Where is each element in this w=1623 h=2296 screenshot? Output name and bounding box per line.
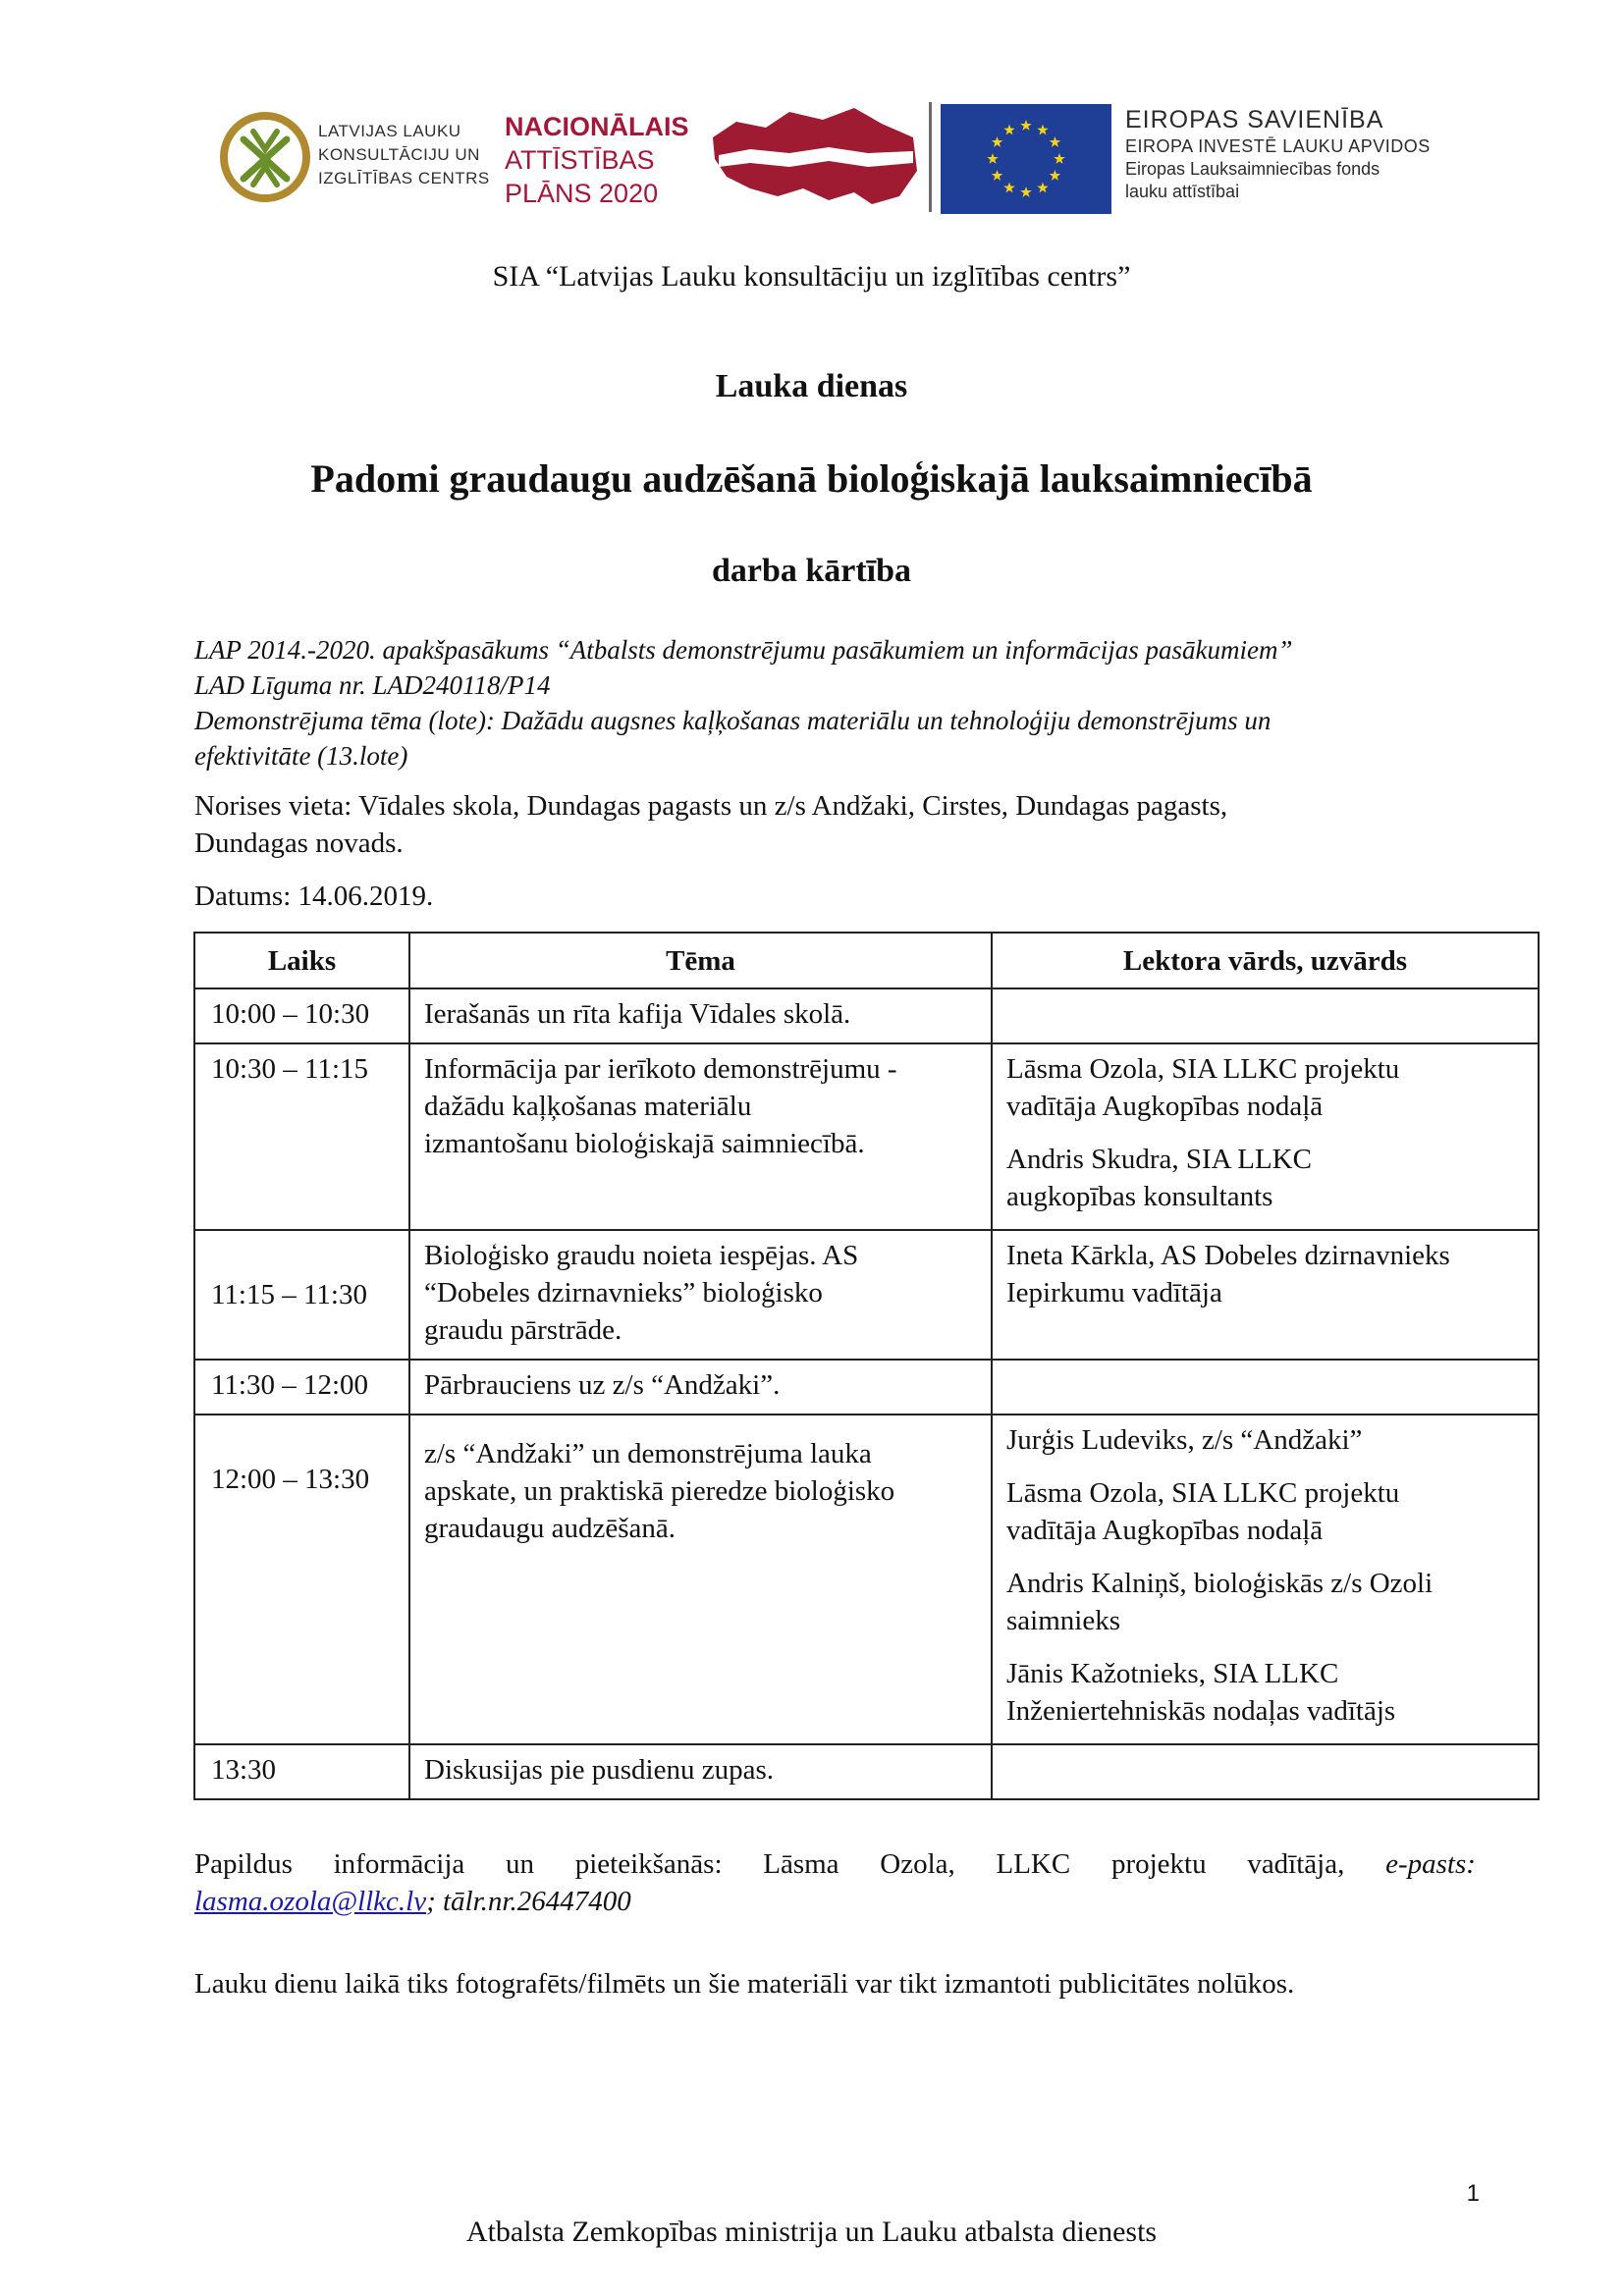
topic-text-line: z/s “Andžaki” un demonstrējuma lauka [424, 1438, 872, 1469]
column-header-time: Laiks [194, 933, 409, 988]
topic-text-line: graudaugu audzēšanā. [424, 1513, 676, 1544]
eu-star-icon [992, 136, 1002, 147]
agenda-table [193, 932, 1540, 1800]
llkc-emblem-icon [218, 110, 312, 204]
photo-notice: Lauku dienu laikā tiks fotografēts/filmēts un šie materiāli var tikt izmantoti publicitātes nolūkos. [194, 1968, 1295, 2000]
topic-text-line: Diskusijas pie pusdienu zupas. [424, 1754, 775, 1786]
contact-line-2 [194, 1883, 1476, 1920]
contract-line: LAD Līguma nr. LAD240118/P14 [194, 670, 551, 700]
lecturer-line: vadītāja Augkopības nodaļā [1006, 1091, 1324, 1122]
lecturer-line: Iepirkumu vadītāja [1006, 1277, 1222, 1308]
table-row [194, 1043, 1539, 1230]
eu-star-icon [987, 153, 998, 164]
lecturer-entry [1006, 1141, 1524, 1215]
phone-text: ; tālr.nr.26447400 [426, 1886, 631, 1917]
lecturer-line: Jānis Kažotnieks, SIA LLKC [1006, 1658, 1339, 1689]
topic-text-line: Bioloģisko graudu noieta iespējas. AS [424, 1240, 859, 1271]
lecturer-entry [1006, 1421, 1524, 1459]
latvia-map-icon [707, 98, 923, 216]
eu-star-icon [1003, 125, 1014, 135]
row-time: 12:00 – 13:30 [194, 1415, 409, 1744]
program-line: LAP 2014.-2020. apakšpasākums “Atbalsts demonstrējumu pasākumiem un informācijas pasākumiem” [194, 635, 1293, 665]
venue-line-2: Dundagas novads. [194, 828, 404, 859]
table-row [194, 1230, 1539, 1360]
eu-star-icon [1050, 170, 1060, 181]
row-topic [409, 1415, 992, 1744]
lecturer-line: augkopības konsultants [1006, 1181, 1273, 1212]
lecturer-line: Ineta Kārkla, AS Dobeles dzirnavnieks [1006, 1240, 1450, 1271]
topic-line-2: efektivitāte (13.lote) [194, 741, 408, 771]
llkc-logo-line-2: KONSULTĀCIJU UN [318, 145, 480, 164]
lecturer-entry [1006, 1474, 1524, 1549]
contact-word: un [506, 1848, 535, 1880]
lecturer-line: Andris Skudra, SIA LLKC [1006, 1144, 1312, 1175]
row-topic [409, 1744, 992, 1799]
organization-name: SIA “Latvijas Lauku konsultāciju un izglītības centrs” [492, 260, 1131, 293]
topic-text-line: izmantošanu bioloģiskajā saimniecībā. [424, 1128, 865, 1159]
column-header-topic: Tēma [409, 933, 992, 988]
table-row [194, 988, 1539, 1043]
nap-logo-line-2: ATTĪSTĪBAS [505, 145, 655, 175]
contact-line-1 [194, 1845, 1476, 1883]
lecturer-entry [1006, 1655, 1524, 1730]
lecturer-line: vadītāja Augkopības nodaļā [1006, 1515, 1324, 1546]
event-date: Datums: 14.06.2019. [194, 881, 434, 912]
logo-separator [929, 102, 932, 212]
eu-logo-line-4: lauku attīstībai [1125, 182, 1240, 201]
row-time: 11:30 – 12:00 [194, 1360, 409, 1415]
lecturer-line: Inženiertehniskās nodaļas vadītājs [1006, 1695, 1396, 1727]
table-row [194, 1415, 1539, 1744]
lecturer-entry [1006, 1050, 1524, 1125]
lecturer-line: saimnieks [1006, 1605, 1120, 1636]
program-info [194, 632, 1471, 774]
email-link[interactable]: lasma.ozola@llkc.lv [194, 1886, 427, 1917]
nap-logo-line-3: PLĀNS 2020 [505, 179, 659, 208]
nap-logo-line-1: NACIONĀLAIS [505, 112, 689, 141]
row-lecturer [992, 988, 1539, 1043]
topic-line-1: Demonstrējuma tēma (lote): Dažādu augsnes kaļķošanas materiālu un tehnoloģiju demonstrējums un [194, 706, 1271, 735]
row-topic [409, 1360, 992, 1415]
eu-star-icon [1050, 136, 1060, 147]
topic-text-line: dažādu kaļķošanas materiālu [424, 1091, 752, 1122]
eu-logo-line-3: Eiropas Lauksaimniecības fonds [1125, 159, 1380, 179]
table-header-row [194, 933, 1539, 988]
contact-info [194, 1845, 1476, 1920]
row-topic [409, 1043, 992, 1230]
row-topic [409, 988, 992, 1043]
topic-text-line: “Dobeles dzirnavnieks” bioloģisko [424, 1277, 823, 1308]
row-time: 10:30 – 11:15 [194, 1043, 409, 1230]
event-type-heading: Lauka dienas [715, 368, 908, 404]
lecturer-line: Lāsma Ozola, SIA LLKC projektu [1006, 1053, 1400, 1085]
column-header-lecturer: Lektora vārds, uzvārds [992, 933, 1539, 988]
contact-word: pieteikšanās: [574, 1848, 723, 1880]
lecturer-line: Jurģis Ludeviks, z/s “Andžaki” [1006, 1424, 1363, 1456]
llkc-logo-line-3: IZGLĪTĪBAS CENTRS [318, 169, 490, 187]
topic-text-line: Pārbrauciens uz z/s “Andžaki”. [424, 1369, 781, 1401]
row-lecturer [992, 1415, 1539, 1744]
topic-text-line: graudu pārstrāde. [424, 1314, 622, 1346]
eu-star-icon [1037, 125, 1048, 135]
contact-word: vadītāja, [1247, 1848, 1345, 1880]
eu-flag-icon [941, 104, 1111, 214]
row-time: 13:30 [194, 1744, 409, 1799]
row-lecturer [992, 1360, 1539, 1415]
eu-logo-line-2: EIROPA INVESTĒ LAUKU APVIDOS [1125, 136, 1431, 156]
contact-word: Papildus [194, 1848, 293, 1880]
eu-star-icon [1037, 182, 1048, 192]
contact-word: LLKC [996, 1848, 1071, 1880]
table-row [194, 1744, 1539, 1799]
eu-star-icon [1054, 153, 1064, 164]
event-title-heading: Padomi graudaugu audzēšanā bioloģiskajā lauksaimniecībā [310, 456, 1313, 501]
contact-word: informācija [333, 1848, 465, 1880]
contact-word: projektu [1110, 1848, 1207, 1880]
contact-word: e-pasts: [1385, 1848, 1476, 1880]
lecturer-entry [1006, 1565, 1524, 1639]
lecturer-entry [1006, 1237, 1524, 1311]
nap-logo [505, 110, 701, 212]
page-footer: Atbalsta Zemkopības ministrija un Lauku atbalsta dienests [465, 2216, 1158, 2248]
contact-word: Lāsma [763, 1848, 839, 1880]
lecturer-line: Lāsma Ozola, SIA LLKC projektu [1006, 1477, 1400, 1509]
llkc-logo [218, 110, 493, 204]
llkc-logo-line-1: LATVIJAS LAUKU [318, 122, 461, 140]
row-lecturer [992, 1043, 1539, 1230]
topic-text-line: Informācija par ierīkoto demonstrējumu - [424, 1053, 897, 1085]
venue-info [194, 787, 1471, 862]
contact-word: Ozola, [880, 1848, 955, 1880]
row-topic [409, 1230, 992, 1360]
eu-star-icon [992, 170, 1002, 181]
page-number: 1 [1466, 2180, 1480, 2207]
agenda-heading: darba kārtība [711, 553, 912, 589]
lecturer-line: Andris Kalniņš, bioloģiskās z/s Ozoli [1006, 1568, 1434, 1599]
venue-line-1: Norises vieta: Vīdales skola, Dundagas pagasts un z/s Andžaki, Cirstes, Dundagas pagasts, [194, 790, 1228, 822]
eu-logo-text [1125, 104, 1518, 203]
eu-star-icon [1020, 187, 1031, 197]
row-time: 10:00 – 10:30 [194, 988, 409, 1043]
eu-star-icon [1003, 182, 1014, 192]
row-time: 11:15 – 11:30 [194, 1230, 409, 1360]
eu-star-icon [1020, 120, 1031, 131]
eu-logo-title: EIROPAS SAVIENĪBA [1125, 106, 1384, 133]
row-lecturer [992, 1744, 1539, 1799]
table-row [194, 1360, 1539, 1415]
topic-text-line: Ierašanās un rīta kafija Vīdales skolā. [424, 998, 851, 1030]
row-lecturer [992, 1230, 1539, 1360]
topic-text-line: apskate, un praktiskā pieredze bioloģisko [424, 1475, 895, 1507]
